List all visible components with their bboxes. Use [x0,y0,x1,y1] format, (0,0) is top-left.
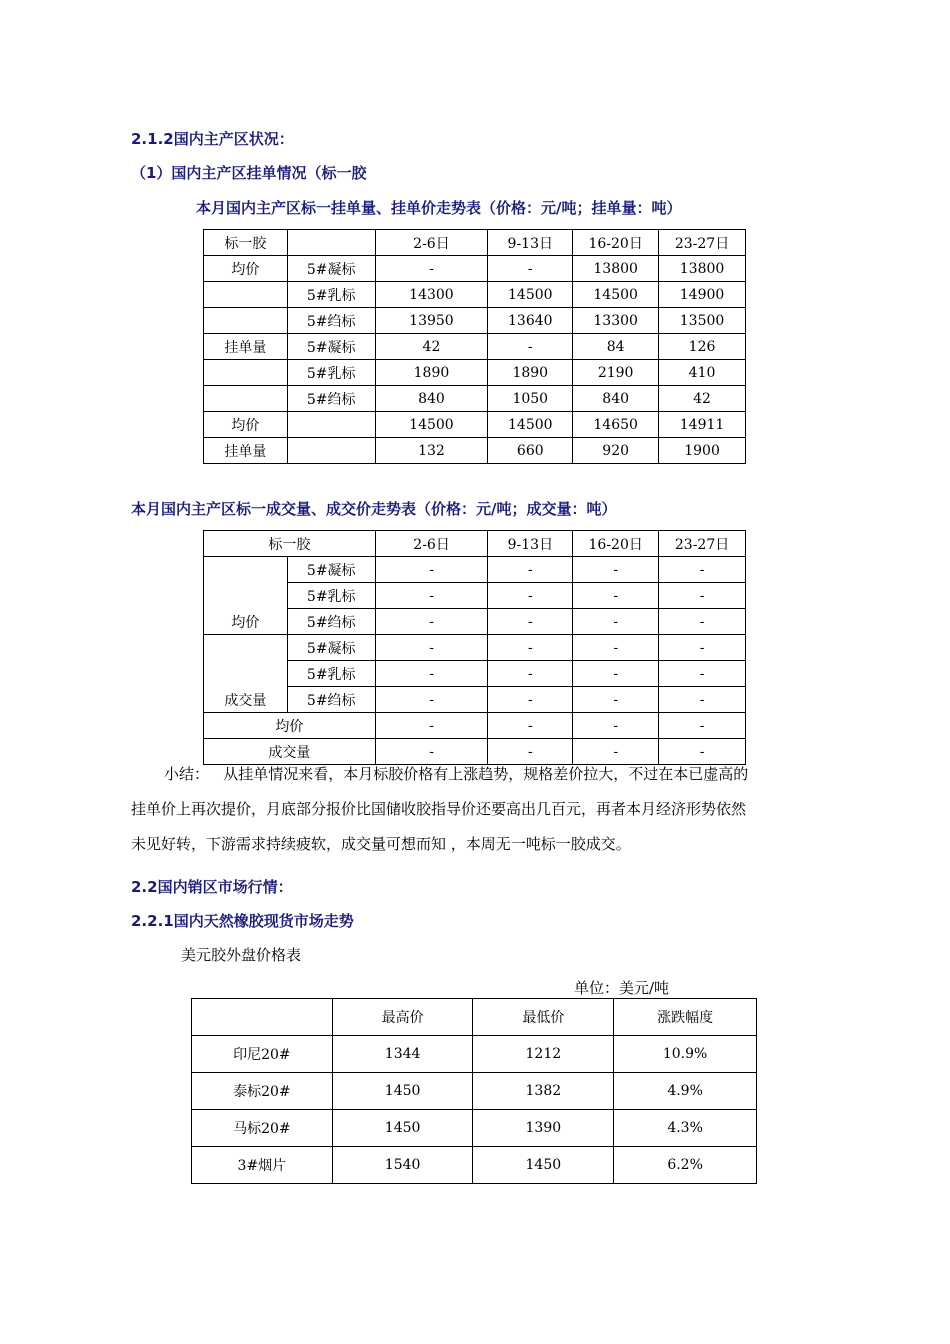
column-header: 23-27日 [659,531,746,557]
column-header: 涨跌幅度 [614,999,757,1036]
section-heading-2-2-1: 2.2.1国内天然橡胶现货市场走势 [131,912,354,930]
table1-title: 本月国内主产区标一挂单量、挂单价走势表（价格：元/吨；挂单量：吨） [196,199,682,217]
table-header-row [192,999,757,1036]
usd-table-title: 美元胶外盘价格表 [181,946,302,964]
table-row: 5#乳标 - - - - [204,583,746,609]
table-row: 均价 5#凝标 - - - - [204,557,746,583]
column-header: 9-13日 [488,230,573,256]
table-row: 成交量 5#凝标 - - - - [204,635,746,661]
column-header: 最低价 [473,999,614,1036]
transaction-table [203,530,746,765]
table-row: 3#烟片 1540 1450 6.2% [192,1147,757,1184]
table2-title: 本月国内主产区标一成交量、成交价走势表（价格：元/吨；成交量：吨） [131,500,617,518]
table-header-row [204,230,746,256]
table-header-row [204,531,746,557]
section-heading-2-1-2: 2.1.2国内主产区状况： [131,130,294,148]
table-row: 均价 5#凝标 - - 13800 13800 [204,256,746,282]
usd-price-table [191,998,757,1184]
table-row: 马标20# 1450 1390 4.3% [192,1110,757,1147]
column-header: 最高价 [332,999,473,1036]
column-header: 2-6日 [375,230,488,256]
section-heading-2-2: 2.2国内销区市场行情： [131,878,293,896]
table-row: 印尼20# 1344 1212 10.9% [192,1036,757,1073]
table-corner: 标一胶 [204,230,288,256]
table-row: 5#绉标 13950 13640 13300 13500 [204,308,746,334]
column-header: 2-6日 [375,531,488,557]
table-row: 均价 - - - - [204,713,746,739]
table-row: 挂单量 132 660 920 1900 [204,438,746,464]
column-header: 9-13日 [488,531,573,557]
table-row: 泰标20# 1450 1382 4.9% [192,1073,757,1110]
group-label: 成交量 [204,635,288,713]
unit-label: 单位：美元/吨 [574,979,670,997]
table-row: 5#绉标 840 1050 840 42 [204,386,746,412]
table-row: 成交量 - - - - [204,739,746,765]
listing-table [203,229,746,464]
column-header: 16-20日 [573,230,659,256]
table-row: 5#乳标 - - - - [204,661,746,687]
column-header: 16-20日 [573,531,659,557]
table-row: 挂单量 5#凝标 42 - 84 126 [204,334,746,360]
column-header: 23-27日 [659,230,746,256]
table-row: 均价 14500 14500 14650 14911 [204,412,746,438]
table-row: 5#绉标 - - - - [204,687,746,713]
table-row: 5#绉标 - - - - [204,609,746,635]
subsection-heading: （1）国内主产区挂单情况（标一胶 [131,164,367,182]
summary-paragraph: 小结： 从挂单情况来看，本月标胶价格有上涨趋势，规格差价拉大，不过在本已虚高的 挂单价上再次提价，月底部分报价比国储收胶指导价还要高出几百元，再者本月经济形势依然 未见好转，下游需求持续疲软，成交量可想而知 ，本周无一吨标一胶成交。 [131,765,749,853]
table-row: 5#乳标 14300 14500 14500 14900 [204,282,746,308]
table-row: 5#乳标 1890 1890 2190 410 [204,360,746,386]
table-corner: 标一胶 [204,531,376,557]
group-label: 均价 [204,557,288,635]
